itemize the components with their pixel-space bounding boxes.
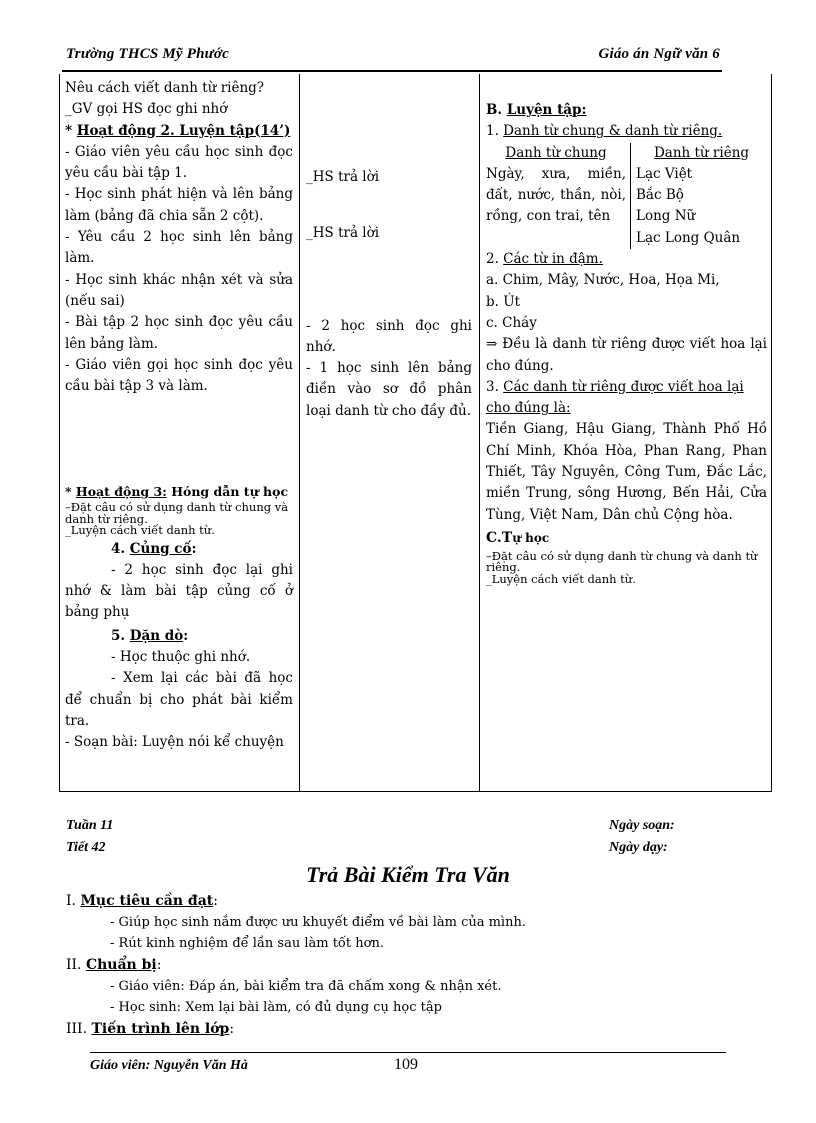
teacher-activity-column (60, 74, 300, 791)
activity-step: - Giáo viên yêu cầu học sinh đọc yêu cầu bài tập 1. (65, 143, 293, 182)
page-number: 109 (394, 1056, 418, 1073)
document-title: Giáo án Ngữ văn 6 (598, 46, 720, 62)
activity-step: - Yêu cầu 2 học sinh lên bảng làm. (65, 229, 293, 267)
proper-noun: Bắc Bộ (636, 187, 684, 204)
common-noun-header: Danh từ chung (486, 143, 631, 164)
proper-noun: Long Nữ (636, 208, 696, 225)
student-activity-column (300, 74, 480, 791)
student-answer: _HS trả lời (306, 169, 380, 185)
self-study-line: _Luyện cách viết danh từ. (65, 523, 215, 537)
preparation-item: - Giáo viên: Đáp án, bài kiểm tra đã chấm xong & nhận xét. (110, 979, 502, 994)
homework-heading: 5. Dặn dò: (111, 627, 189, 644)
common-noun-list: Ngày, xưa, miền, đất, nước, thần, nòi, rồng, con trai, tên (486, 164, 631, 249)
consolidation-text: - 2 học sinh đọc lại ghi nhớ & làm bài tập củng cố ở bảng phụ (65, 561, 293, 621)
lesson-title: Trả Bài Kiểm Tra Văn (306, 862, 510, 887)
student-action: - 1 học sinh lên bảng điền vào sơ đồ phân loại danh từ cho đầy đủ. (306, 360, 472, 419)
lesson-table (59, 74, 772, 792)
question-line: Nêu cách viết danh từ riêng? (65, 80, 265, 96)
self-study-heading: C.Tự học (486, 529, 550, 546)
objective-item: - Rút kinh nghiệm để lần sau làm tốt hơn. (110, 936, 384, 951)
exercise-2-heading: 2. Các từ in đậm. (486, 251, 603, 268)
activity-2-heading: * Hoạt động 2. Luyện tập(14’) (65, 122, 291, 139)
teacher-name: Giáo viên: Nguyễn Văn Hà (90, 1058, 248, 1073)
activity-step: - Học sinh khác nhận xét và sửa (nếu sai) (65, 271, 293, 309)
self-study-line: –Đặt câu có sử dụng danh từ chung và danh từ riêng. (65, 500, 289, 526)
proper-noun: Lạc Việt (636, 165, 693, 182)
proper-noun-header: Danh từ riêng (653, 144, 750, 161)
preparation-date-label: Ngày soạn: (609, 818, 675, 833)
lesson-content-column (480, 74, 773, 791)
proper-noun: Lạc Long Quân (636, 229, 741, 246)
activity-step: - Giáo viên gọi học sinh đọc yêu cầu bài tập 3 và làm. (65, 356, 293, 395)
preparation-item: - Học sinh: Xem lại bài làm, có đủ dụng cụ học tập (110, 1000, 442, 1015)
objectives-heading: I. Mục tiêu cần đạt: (66, 893, 218, 909)
objective-item: - Giúp học sinh nắm được ưu khuyết điểm về bài làm của mình. (110, 915, 526, 930)
school-name: Trường THCS Mỹ Phước (66, 46, 229, 62)
teaching-date-label: Ngày dạy: (609, 840, 668, 855)
homework-item: - Học thuộc ghi nhớ. (111, 648, 251, 665)
week-label: Tuần 11 (66, 818, 114, 833)
exercise-3-answer: Tiền Giang, Hậu Giang, Thành Phố Hồ Chí Minh, Khóa Hòa, Phan Rang, Phan Thiết, Tây Nguyên, Công Tum, Đắc Lắc, miền Trung, sông Hương, Bến Hải, Cửa Tùng, Việt Nam, Dân chủ Cộng hòa. (486, 421, 767, 523)
read-memo-line: _GV gọi HS đọc ghi nhớ (65, 101, 228, 118)
exercise-2-answer: a. Chim, Mây, Nước, Hoa, Họa Mi, (486, 272, 720, 289)
activity-step: - Học sinh phát hiện và lên bảng làm (bảng đã chia sẵn 2 cột). (65, 186, 293, 224)
exercise-2-answer: b. Út (486, 293, 521, 310)
footer-rule (90, 1052, 726, 1053)
student-action: - 2 học sinh đọc ghi nhớ. (306, 318, 472, 356)
exercise-1-heading: 1. Danh từ chung & danh từ riêng. (486, 123, 723, 140)
practice-heading: B. Luyện tập: (486, 102, 587, 118)
self-study-line: –Đặt câu có sử dụng danh từ chung và danh từ riêng. (486, 548, 758, 575)
exercise-2-conclusion: ⇒ Đều là danh từ riêng được viết hoa lại cho đúng. (486, 336, 767, 374)
period-label: Tiết 42 (66, 840, 106, 855)
noun-classification-table (486, 143, 767, 249)
procedure-heading: III. Tiến trình lên lớp: (66, 1021, 235, 1037)
proper-noun-list (631, 164, 768, 249)
exercise-2-answer: c. Cháy (486, 314, 537, 331)
activity-step: - Bài tập 2 học sinh đọc yêu cầu lên bảng làm. (65, 314, 293, 352)
arrow-icon: ⇒ (486, 336, 498, 353)
student-answer: _HS trả lời (306, 225, 380, 241)
preparation-heading: II. Chuẩn bị: (66, 957, 162, 973)
header-rule (62, 70, 722, 72)
activity-3-block (65, 484, 293, 753)
exercise-3-heading: 3. Các danh từ riêng được viết hoa lại cho đúng là: (486, 378, 744, 417)
activity-3-heading: * Hoạt động 3: Hóng dẫn tự học (65, 484, 289, 499)
homework-item: - Soạn bài: Luyện nói kể chuyện (65, 734, 284, 751)
homework-item: - Xem lại các bài đã học để chuẩn bị cho phát bài kiểm tra. (65, 670, 293, 729)
consolidation-heading: 4. Củng cố: (111, 540, 197, 557)
self-study-line: _Luyện cách viết danh từ. (486, 571, 636, 586)
